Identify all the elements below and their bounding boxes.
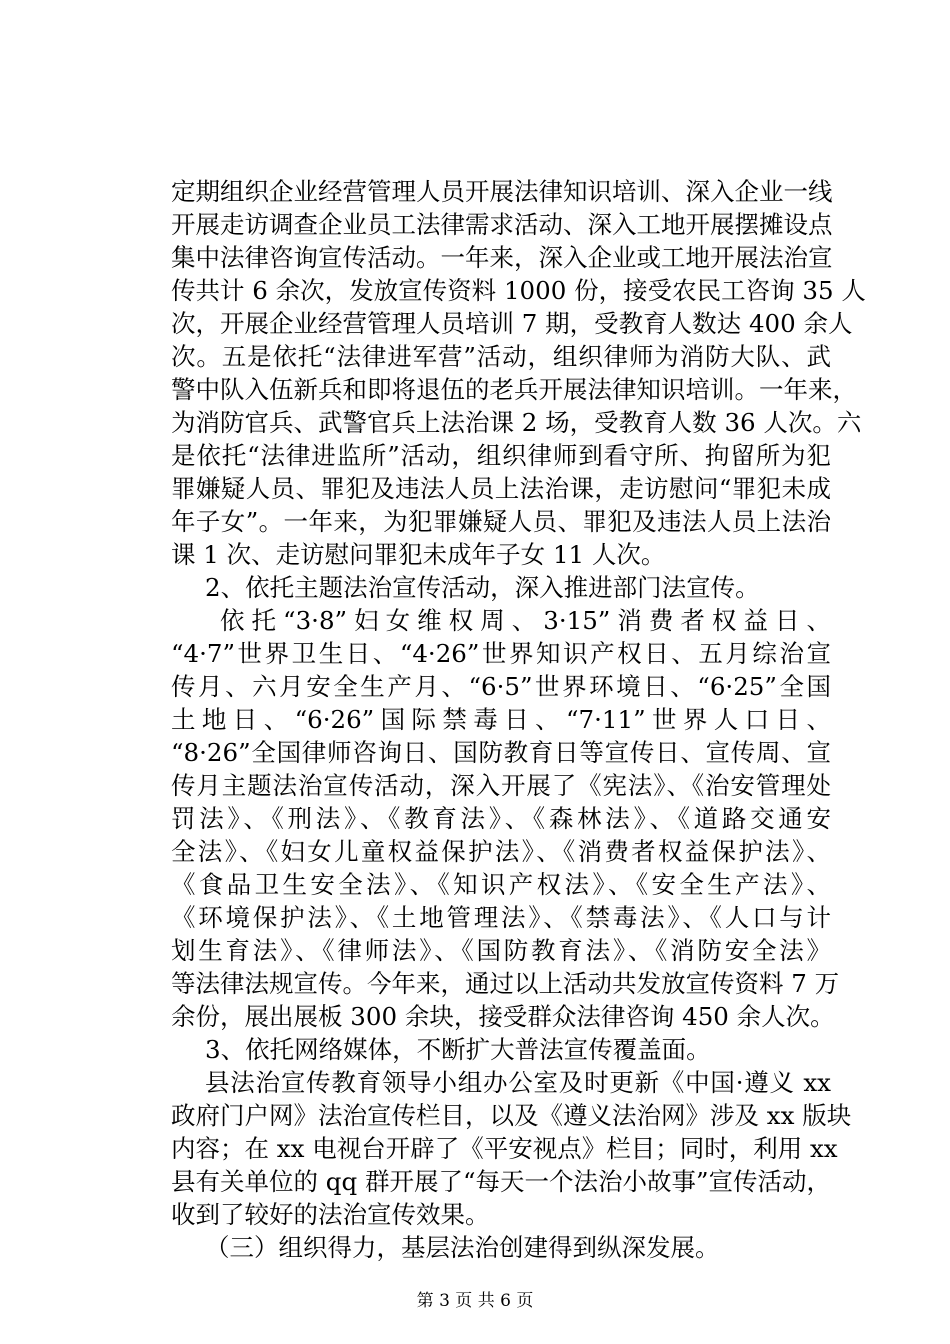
- body-line-6: 次。五是依托“法律进军营”活动，组织律师为消防大队、武: [171, 342, 831, 371]
- body-line-25: 等法律法规宣传。今年来，通过以上活动共发放宣传资料 7 万: [171, 969, 840, 998]
- body-line-9: 是依托“法律进监所”活动，组织律师到看守所、拘留所为犯: [171, 441, 831, 470]
- body-line-2: 开展走访调查企业员工法律需求活动、深入工地开展摆摊设点: [171, 210, 833, 239]
- body-line-1: 定期组织企业经营管理人员开展法律知识培训、深入企业一线: [171, 177, 833, 206]
- body-line-20: 罚法》、《刑法》、《教育法》、《森林法》、《道路交通安: [171, 804, 831, 833]
- body-line-24: 划生育法》、《律师法》、《国防教育法》、《消防安全法》: [171, 936, 831, 965]
- body-line-5: 次，开展企业经营管理人员培训 7 期，受教育人数达 400 余人: [171, 309, 853, 338]
- body-line-17: 土地日、“6·26”国际禁毒日、“7·11”世界人口日、: [171, 705, 831, 734]
- body-line-16: 传月、六月安全生产月、“6·5”世界环境日、“6·25”全国: [171, 672, 831, 701]
- section-heading-3: 3、依托网络媒体，不断扩大普法宣传覆盖面。: [205, 1035, 711, 1064]
- section-heading-part-3: （三）组织得力，基层法治创建得到纵深发展。: [205, 1233, 720, 1262]
- body-line-22: 《食品卫生安全法》、《知识产权法》、《安全生产法》、: [171, 870, 831, 899]
- body-line-23: 《环境保护法》、《土地管理法》、《禁毒法》、《人口与计: [171, 903, 831, 932]
- body-line-21: 全法》、《妇女儿童权益保护法》、《消费者权益保护法》、: [171, 837, 831, 866]
- body-line-28: 县法治宣传教育领导小组办公室及时更新《中国·遵义 xx: [205, 1068, 831, 1097]
- body-line-12: 课 1 次、走访慰问罪犯未成年子女 11 人次。: [171, 540, 666, 569]
- body-line-4: 传共计 6 余次，发放宣传资料 1000 份，接受农民工咨询 35 人: [171, 276, 866, 305]
- body-line-15: “4·7”世界卫生日、“4·26”世界知识产权日、五月综治宣: [171, 639, 831, 668]
- body-line-3: 集中法律咨询宣传活动。一年来，深入企业或工地开展法治宣: [171, 243, 833, 272]
- body-line-29: 政府门户网》法治宣传栏目，以及《遵义法治网》涉及 xx 版块: [171, 1101, 852, 1130]
- body-line-7: 警中队入伍新兵和即将退伍的老兵开展法律知识培训。一年来，: [171, 375, 857, 404]
- body-line-10: 罪嫌疑人员、罪犯及违法人员上法治课，走访慰问“罪犯未成: [171, 474, 831, 503]
- body-line-30: 内容；在 xx 电视台开辟了《平安视点》栏目；同时，利用 xx: [171, 1134, 838, 1163]
- body-line-31: 县有关单位的 qq 群开展了“每天一个法治小故事”宣传活动，: [171, 1167, 831, 1196]
- body-line-8: 为消防官兵、武警官兵上法治课 2 场，受教育人数 36 人次。六: [171, 408, 862, 437]
- body-line-14: 依托“3·8”妇女维权周、3·15”消费者权益日、: [220, 606, 831, 635]
- body-line-32: 收到了较好的法治宣传效果。: [171, 1200, 490, 1229]
- body-line-18: “8·26”全国律师咨询日、国防教育日等宣传日、宣传周、宣: [171, 738, 831, 767]
- page-number-footer: 第 3 页 共 6 页: [416, 1291, 534, 1311]
- section-heading-2: 2、依托主题法治宣传活动，深入推进部门法宣传。: [205, 573, 760, 602]
- body-line-11: 年子女”。一年来，为犯罪嫌疑人员、罪犯及违法人员上法治: [171, 507, 831, 536]
- body-line-26: 余份，展出展板 300 余块，接受群众法律咨询 450 余人次。: [171, 1002, 835, 1031]
- body-line-19: 传月主题法治宣传活动，深入开展了《宪法》、《治安管理处: [171, 771, 831, 800]
